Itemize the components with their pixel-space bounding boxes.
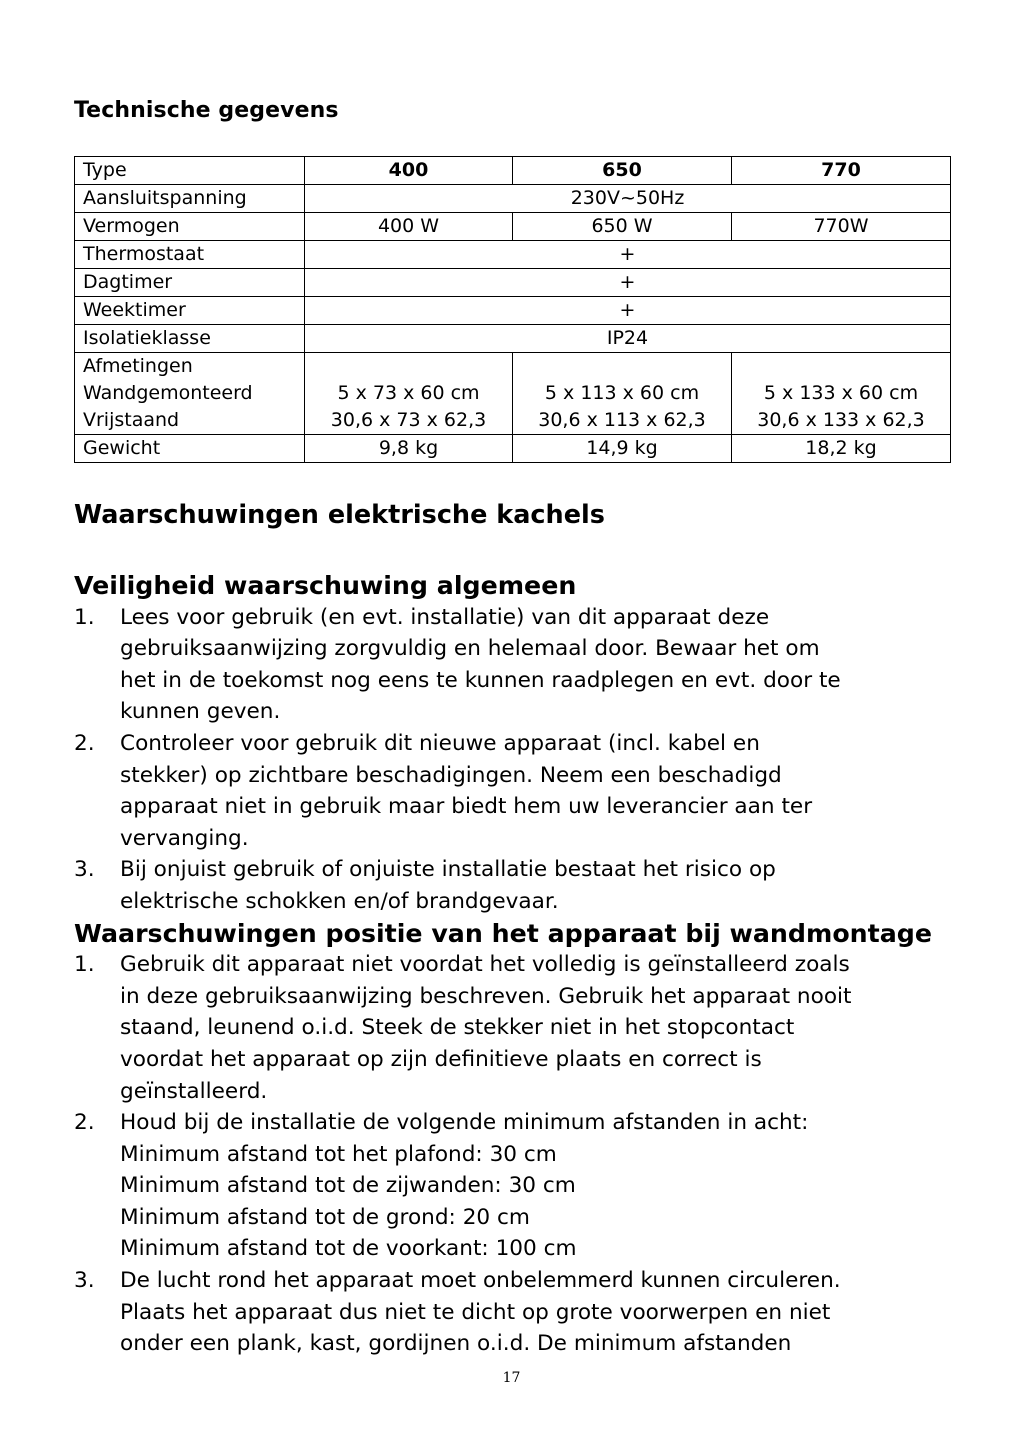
list-item-line: Minimum afstand tot het plafond: 30 cm: [120, 1141, 557, 1167]
list-item-line: elektrische schokken en/of brandgevaar.: [120, 888, 559, 914]
list-item-line: onder een plank, kast, gordijnen o.i.d. De minimum afstanden: [120, 1331, 792, 1357]
vrij-650: 30,6 x 113 x 62,3: [538, 409, 706, 431]
page-number: 17: [502, 1370, 521, 1386]
vermogen-650: 650 W: [513, 213, 732, 241]
wand-770: 5 x 133 x 60 cm: [763, 382, 919, 404]
gewicht-label: Gewicht: [75, 435, 305, 463]
list-item-line: stekker) op zichtbare beschadigingen. Neem een beschadigd: [120, 762, 782, 788]
type-770: 770: [732, 157, 951, 185]
weektimer-label: Weektimer: [75, 297, 305, 325]
afmetingen-label: Afmetingen: [83, 355, 193, 377]
dagtimer-label: Dagtimer: [75, 269, 305, 297]
list-item: [74, 728, 954, 854]
list-item-line: vervanging.: [120, 825, 249, 851]
section-heading: Waarschuwingen positie van het apparaat bij wandmontage: [74, 918, 933, 948]
section-heading: Veiligheid waarschuwing algemeen: [74, 571, 577, 600]
list-item-line: het in de toekomst nog eens te kunnen raadplegen en evt. door te: [120, 667, 841, 693]
list-item-line: staand, leunend o.i.d. Steek de stekker niet in het stopcontact: [120, 1015, 795, 1041]
list-item-line: Controleer voor gebruik dit nieuwe apparaat (incl. kabel en: [120, 730, 760, 756]
aansluitspanning-label: Aansluitspanning: [75, 185, 305, 213]
list-item-line: Plaats het apparaat dus niet te dicht op grote voorwerpen en niet: [120, 1299, 831, 1325]
afmetingen-400: [305, 353, 513, 435]
technical-data-heading: Technische gegevens: [74, 98, 339, 123]
afmetingen-650: [513, 353, 732, 435]
warning-list: [74, 602, 954, 918]
list-item-number: 1.: [74, 604, 95, 630]
list-item-number: 1.: [74, 952, 95, 978]
aansluitspanning-value: 230V~50Hz: [305, 185, 951, 213]
vermogen-400: 400 W: [305, 213, 513, 241]
table-row-dagtimer: [75, 269, 951, 297]
list-item-number: 3.: [74, 857, 95, 883]
table-row-type: [75, 157, 951, 185]
table-row-vermogen: [75, 213, 951, 241]
vermogen-label: Vermogen: [75, 213, 305, 241]
isolatieklasse-label: Isolatieklasse: [75, 325, 305, 353]
list-item-line: gebruiksaanwijzing zorgvuldig en helemaal door. Bewaar het om: [120, 636, 820, 662]
dagtimer-value: +: [305, 269, 951, 297]
afmetingen-770: [732, 353, 951, 435]
list-item-line: Lees voor gebruik (en evt. installatie) van dit apparaat deze: [120, 604, 770, 630]
table-row-aansluitspanning: [75, 185, 951, 213]
warnings-heading: Waarschuwingen elektrische kachels: [74, 500, 605, 530]
list-item-number: 3.: [74, 1268, 95, 1294]
list-item: [74, 854, 954, 917]
afmetingen-labels: [75, 353, 305, 435]
list-item-line: De lucht rond het apparaat moet onbelemmerd kunnen circuleren.: [120, 1268, 841, 1294]
table-row-weektimer: [75, 297, 951, 325]
section-general-safety: [74, 570, 954, 1360]
list-item-line: apparaat niet in gebruik maar biedt hem uw leverancier aan ter: [120, 794, 813, 820]
table-row-thermostaat: [75, 241, 951, 269]
vrij-770: 30,6 x 133 x 62,3: [757, 409, 925, 431]
vrijstaand-label: Vrijstaand: [83, 409, 180, 431]
type-400: 400: [305, 157, 513, 185]
list-item-line: kunnen geven.: [120, 699, 281, 725]
wand-400: 5 x 73 x 60 cm: [337, 382, 480, 404]
gewicht-770: 18,2 kg: [732, 435, 951, 463]
thermostaat-label: Thermostaat: [75, 241, 305, 269]
table-row-gewicht: [75, 435, 951, 463]
list-item-number: 2.: [74, 1110, 95, 1136]
type-650: 650: [513, 157, 732, 185]
list-item-line: Bij onjuist gebruik of onjuiste installatie bestaat het risico op: [120, 857, 776, 883]
warning-list: [74, 949, 954, 1360]
list-item-line: geïnstalleerd.: [120, 1078, 268, 1104]
list-item-number: 2.: [74, 730, 95, 756]
gewicht-400: 9,8 kg: [305, 435, 513, 463]
list-item: [74, 1107, 954, 1265]
list-item-line: Minimum afstand tot de grond: 20 cm: [120, 1204, 530, 1230]
list-item-line: in deze gebruiksaanwijzing beschreven. Gebruik het apparaat nooit: [120, 983, 852, 1009]
type-label: Type: [75, 157, 305, 185]
weektimer-value: +: [305, 297, 951, 325]
list-item: [74, 1265, 954, 1360]
list-item: [74, 949, 954, 1107]
list-item-line: Minimum afstand tot de zijwanden: 30 cm: [120, 1173, 576, 1199]
list-item: [74, 602, 954, 728]
vrij-400: 30,6 x 73 x 62,3: [330, 409, 487, 431]
table-row-isolatieklasse: [75, 325, 951, 353]
list-item-line: Houd bij de installatie de volgende minimum afstanden in acht:: [120, 1110, 809, 1136]
list-item-line: voordat het apparaat op zijn definitieve plaats en correct is: [120, 1046, 762, 1072]
isolatieklasse-value: IP24: [305, 325, 951, 353]
wandgemonteerd-label: Wandgemonteerd: [83, 382, 253, 404]
vermogen-770: 770W: [732, 213, 951, 241]
list-item-line: Gebruik dit apparaat niet voordat het volledig is geïnstalleerd zoals: [120, 952, 850, 978]
wand-650: 5 x 113 x 60 cm: [544, 382, 700, 404]
list-item-line: Minimum afstand tot de voorkant: 100 cm: [120, 1236, 577, 1262]
table-row-afmetingen: [75, 353, 951, 435]
specs-table: [74, 156, 951, 463]
gewicht-650: 14,9 kg: [513, 435, 732, 463]
thermostaat-value: +: [305, 241, 951, 269]
